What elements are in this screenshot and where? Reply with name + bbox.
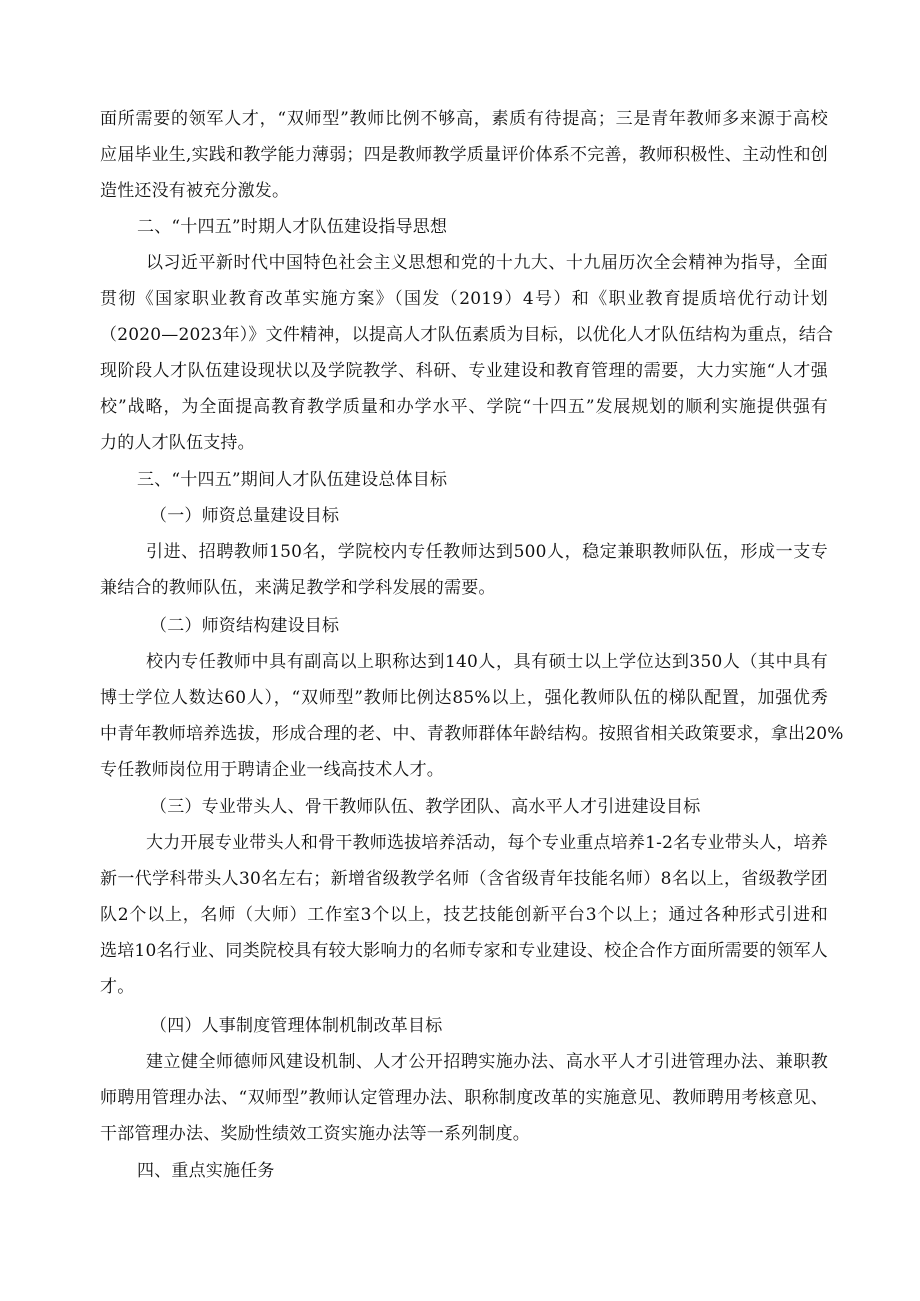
paragraph-2-line-2: 贯彻《国家职业教育改革实施方案》（国发（2019）4号）和《职业教育提质培优行动计划 (100, 289, 828, 309)
paragraph-5-line-2: 新一代学科带头人30名左右；新增省级教学名师（含省级青年技能名师）8名以上，省级教学团 (100, 869, 828, 889)
paragraph-4-line-1: 校内专任教师中具有副高以上职称达到140人，具有硕士以上学位达到350人（其中具有 (146, 652, 828, 672)
subsection-heading-4: （四）人事制度管理体制机制改革目标 (150, 1016, 443, 1036)
paragraph-2-line-1: 以习近平新时代中国特色社会主义思想和党的十九大、十九届历次全会精神为指导，全面 (146, 253, 828, 273)
paragraph-5-line-1: 大力开展专业带头人和骨干教师选拔培养活动，每个专业重点培养1-2名专业带头人，培养 (146, 833, 828, 853)
paragraph-2-line-6: 力的人才队伍支持。 (100, 433, 255, 453)
paragraph-4-line-4: 专任教师岗位用于聘请企业一线高技术人才。 (100, 760, 444, 780)
section-heading-4: 四、重点实施任务 (137, 1161, 275, 1181)
paragraph-3-line-1: 引进、招聘教师150名，学院校内专任教师达到500人，稳定兼职教师队伍，形成一支专 (146, 542, 828, 562)
subsection-heading-1: （一）师资总量建设目标 (150, 506, 340, 526)
paragraph-4-line-3: 中青年教师培养选拔，形成合理的老、中、青教师群体年龄结构。按照省相关政策要求，拿出20% (100, 724, 844, 744)
paragraph-2-line-4: 现阶段人才队伍建设现状以及学院教学、科研、专业建设和教育管理的需要，大力实施“人才强 (100, 361, 828, 381)
paragraph-2-line-3: （2020—2023年）》文件精神，以提高人才队伍素质为目标，以优化人才队伍结构为重点，结合 (100, 325, 834, 345)
paragraph-1-line-2: 应届毕业生,实践和教学能力薄弱；四是教师教学质量评价体系不完善，教师积极性、主动性和创 (100, 145, 829, 165)
paragraph-5-line-4: 选培10名行业、同类院校具有较大影响力的名师专家和专业建设、校企合作方面所需要的领军人 (100, 941, 828, 961)
paragraph-3-line-2: 兼结合的教师队伍，来满足教学和学科发展的需要。 (100, 578, 496, 598)
paragraph-5-line-3: 队2个以上，名师（大师）工作室3个以上，技艺技能创新平台3个以上；通过各种形式引进和 (100, 905, 828, 925)
paragraph-4-line-2: 博士学位人数达60人），“双师型”教师比例达85%以上，强化教师队伍的梯队配置，加强优秀 (100, 688, 828, 708)
paragraph-1-line-3: 造性还没有被充分激发。 (100, 181, 290, 201)
paragraph-2-line-5: 校”战略，为全面提高教育教学质量和办学水平、学院“十四五”发展规划的顺利实施提供强有 (100, 397, 828, 417)
section-heading-3: 三、“十四五”期间人才队伍建设总体目标 (137, 470, 448, 490)
section-heading-2: 二、“十四五”时期人才队伍建设指导思想 (137, 217, 448, 237)
paragraph-6-line-2: 师聘用管理办法、“双师型”教师认定管理办法、职称制度改革的实施意见、教师聘用考核意见、 (100, 1088, 828, 1108)
subsection-heading-2: （二）师资结构建设目标 (150, 616, 340, 636)
paragraph-6-line-1: 建立健全师德师风建设机制、人才公开招聘实施办法、高水平人才引进管理办法、兼职教 (146, 1052, 828, 1072)
paragraph-5-line-5: 才。 (100, 977, 135, 997)
subsection-heading-3: （三）专业带头人、骨干教师队伍、教学团队、高水平人才引进建设目标 (150, 797, 701, 817)
paragraph-1-line-1: 面所需要的领军人才，“双师型”教师比例不够高，素质有待提高；三是青年教师多来源于高校 (100, 109, 828, 129)
paragraph-6-line-3: 干部管理办法、奖励性绩效工资实施办法等一系列制度。 (100, 1124, 530, 1144)
